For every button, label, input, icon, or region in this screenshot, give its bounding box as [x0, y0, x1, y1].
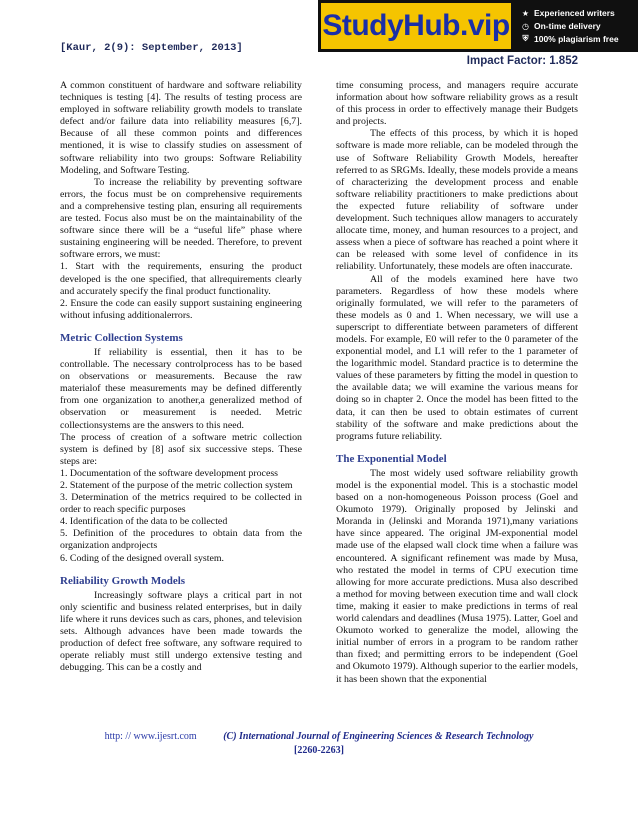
impact-factor: Impact Factor: 1.852: [466, 55, 578, 67]
banner-feature-delivery: [521, 21, 619, 31]
paragraph: Increasingly software plays a critical part in not only scientific and business related enterprises, but in daily life where it runs devices such as cars, phones, and television sets. Although advances have been made towards the production of defect free software, any software required to operate reliably must still undergo extensive testing and debugging. This can be a costly and: [60, 589, 302, 674]
paragraph: The process of creation of a software metric collection system is defined by [8] asof six successive steps. These steps are:: [60, 431, 302, 467]
paragraph: A common constituent of hardware and software reliability techniques is testing [4]. The results of testing process are employed in software reliability growth models to translate defect and/or failure data into reliability measures [6,7]. Because of all these common points and differences mentioned, it is wise to classify studies on assessment of software reliability into two groups: Software Reliability Modeling, and Software Testing.: [60, 80, 302, 176]
list-item: 3. Determination of the metrics required to be collected in order to reach specific purposes: [60, 492, 302, 516]
paragraph: If reliability is essential, then it has to be controllable. The necessary controlprocess has to be based on observations or measurements. Because the raw materialof these measurements may be defined differently from one organization to another,a generalized method of observation or measurement is needed. Metric collectionsystems are the answers to this need.: [60, 346, 302, 431]
paragraph: The most widely used software reliability growth model is the exponential model. This is a stochastic model based on a non-homogeneous Poisson process (Goel and Okumoto 1979). Originally proposed by Jelinski and Moranda in (Jelinski and Moranda 1971),many variations have since appeared. The original JM-exponential model made use of the elapsed wall clock time when a failure was encountered. A significant refinement was made by Musa, who restated the model in terms of CPU execution time allowing for more accurate predictions. Musa also described a method for moving between execution time and wall clock time, making it easier to make predictions in terms of real world calendars and deadlines (Musa 1975). Latter, Goel and Okumoto worked to generalize the model, allowing the initial number of errors in a program to be random rather than fixed; and permitting errors to be independent (Goel and Okumoto 1979). Although superior to the earlier models, it has been shown that the exponential: [336, 467, 578, 685]
list-item: 2. Ensure the code can easily support sustaining engineering without infusing additionalerrors.: [60, 297, 302, 321]
banner-feature-text: 100% plagiarism free: [534, 34, 619, 44]
studyhub-logo[interactable]: StudyHub.vip: [321, 3, 511, 49]
paragraph: time consuming process, and managers require accurate information about how software reliability grows as a result of this process in order to effectively manage their Budgets and projects.: [336, 80, 578, 128]
banner-feature-plagiarism: [521, 34, 619, 44]
section-heading-exponential: The Exponential Model: [336, 452, 447, 465]
citation-header: [Kaur, 2(9): September, 2013]: [60, 42, 243, 54]
journal-name: (C) International Journal of Engineering Sciences & Research Technology: [223, 731, 534, 742]
list-item: 1. Start with the requirements, ensuring the product developed is the one specified, that allrequirements clearly and accurately specify the final product functionality.: [60, 261, 302, 297]
page-range: [2260-2263]: [294, 745, 344, 756]
star-icon: ★: [521, 8, 530, 18]
banner-feature-text: Experienced writers: [534, 8, 615, 18]
shield-icon: ⛨: [522, 34, 529, 43]
list-item: 5. Definition of the procedures to obtain data from the organization andprojects: [60, 528, 302, 552]
journal-url-link[interactable]: http: // www.ijesrt.com: [104, 731, 197, 742]
section-heading-growth: Reliability Growth Models: [60, 574, 186, 587]
left-column: [60, 80, 302, 674]
studyhub-banner[interactable]: [318, 0, 638, 52]
banner-feature-text: On-time delivery: [534, 21, 601, 31]
section-heading-metric: Metric Collection Systems: [60, 331, 183, 344]
list-item: 1. Documentation of the software development process: [60, 467, 279, 479]
list-item: 6. Coding of the designed overall system.: [60, 552, 225, 564]
paragraph: All of the models examined here have two parameters. Regardless of how these models where originally formulated, we will refer to the parameters of these models as 0 and 1. When necessary, we will use a superscript to differentiate between parameters of different models. For example, E0 will refer to the 0 parameter of the exponential model, and L1 will refer to the 1 parameter of the logarithmic model. Standard practice is to determine the values of these parameters by fitting the model in question to the available data; we will examine the various means for doing so in chapter 2. Once the model has been fitted to the data, it can then be used to obtain estimates of current stability of the software and make predictions about the programs future reliability.: [336, 273, 578, 442]
clock-icon: ◷: [522, 21, 529, 31]
list-item: 2. Statement of the purpose of the metric collection system: [60, 480, 293, 491]
paragraph: The effects of this process, by which it is hoped software is made more reliable, can be modeled through the use of Software Reliability Growth Models, hereafter referred to as SRGMs. Ideally, these models provide a means of characterizing the development process and enable software reliability practitioners to make predictions about the expected future reliability of software under development. Such techniques allow managers to accurately allocate time, money, and human resources to a project, and assess when a piece of software has reached a point where it can be released with some level of confidence in its reliability. Unfortunately, these models are often inaccurate.: [336, 128, 578, 273]
page-footer: [0, 730, 638, 758]
banner-feature-list: [521, 8, 619, 44]
banner-feature-writers: [521, 8, 619, 18]
list-item: 4. Identification of the data to be collected: [60, 516, 228, 528]
right-column: [336, 80, 578, 686]
paragraph: To increase the reliability by preventing software errors, the focus must be on comprehensive requirements and a comprehensive testing plan, ensuring all requirements are tested. Focus also must be on the maintainability of the software since there will be a “useful life” phase where sustaining engineering will be needed. Therefore, to prevent software errors, we must:: [60, 176, 302, 261]
